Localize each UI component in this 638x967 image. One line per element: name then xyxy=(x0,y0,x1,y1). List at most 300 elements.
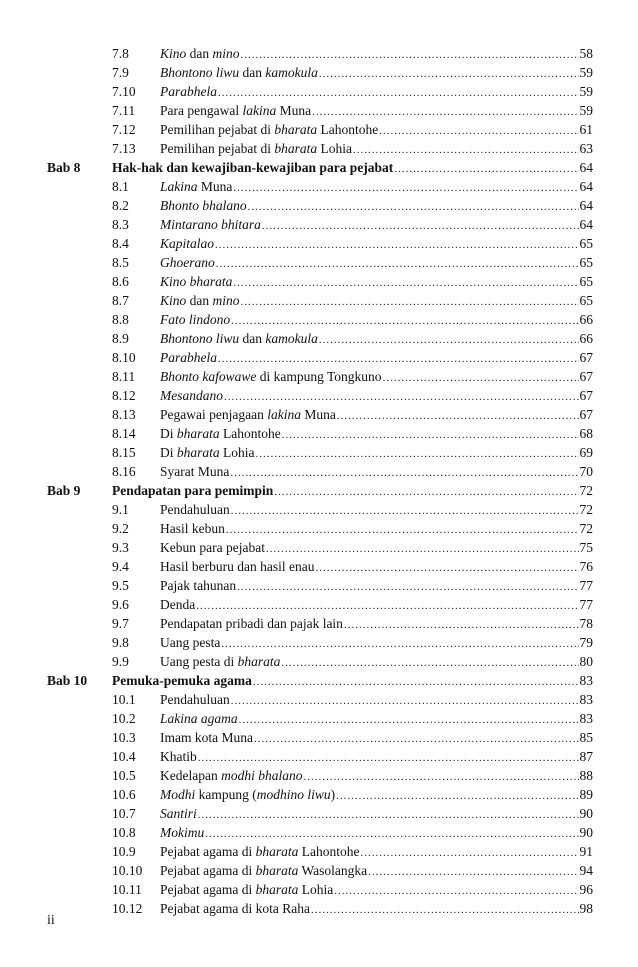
italic-term: bharata xyxy=(176,445,220,460)
page-number: 69 xyxy=(579,445,593,460)
section-title xyxy=(160,120,378,139)
page-number: 67 xyxy=(579,407,593,422)
page-number: 94 xyxy=(579,863,593,878)
toc-entry-row xyxy=(0,519,638,538)
page-number: 89 xyxy=(579,787,593,802)
section-title xyxy=(160,234,214,253)
page-number: 76 xyxy=(579,559,593,574)
section-number: 8.5 xyxy=(112,255,129,270)
toc-entry-row xyxy=(0,386,638,405)
page-number: 90 xyxy=(579,825,593,840)
italic-term: Bhontono liwu xyxy=(160,65,240,80)
italic-term: lakina xyxy=(267,407,301,422)
section-number: 7.10 xyxy=(112,84,136,99)
chapter-title xyxy=(112,671,252,690)
italic-term: Ghoerano xyxy=(160,255,215,270)
italic-term: bharata xyxy=(176,426,220,441)
page-number: 66 xyxy=(579,331,593,346)
section-title xyxy=(160,310,230,329)
section-title xyxy=(160,519,225,538)
title-text: Hak-hak dan kewajiban-kewajiban para pejabat xyxy=(112,160,394,175)
title-text: Muna xyxy=(300,407,336,422)
title-text: Khatib xyxy=(160,749,197,764)
title-text: Kedelapan xyxy=(160,768,222,783)
page-number: 96 xyxy=(579,882,593,897)
section-title xyxy=(160,405,336,424)
section-number: 9.1 xyxy=(112,502,129,517)
italic-term: bharata xyxy=(255,882,299,897)
italic-term: lakina xyxy=(242,103,277,118)
toc-entry-row xyxy=(0,367,638,386)
section-title xyxy=(160,766,302,785)
toc-entry-row xyxy=(0,690,638,709)
title-text: Pajak tahunan xyxy=(160,578,237,593)
entry-line xyxy=(160,709,593,730)
title-text: dan xyxy=(239,65,266,80)
title-text: Lohia xyxy=(298,882,334,897)
chapter-label: Bab 9 xyxy=(47,483,81,498)
page-number: 64 xyxy=(579,217,593,232)
italic-term: mino xyxy=(212,46,240,61)
section-title xyxy=(160,44,240,63)
page-number: 61 xyxy=(579,122,593,137)
page-number: 64 xyxy=(579,198,593,213)
section-title xyxy=(160,652,280,671)
section-title xyxy=(160,177,232,196)
section-number: 8.13 xyxy=(112,407,136,422)
toc-entry-row xyxy=(0,709,638,728)
section-number: 7.12 xyxy=(112,122,136,137)
page-number: 90 xyxy=(579,806,593,821)
entry-line xyxy=(160,101,593,122)
title-text: Denda xyxy=(160,597,196,612)
title-text: Pemilihan pejabat di xyxy=(160,141,275,156)
toc-entry-row xyxy=(0,576,638,595)
entry-line xyxy=(160,633,593,654)
entry-line xyxy=(160,386,593,407)
section-number: 10.7 xyxy=(112,806,136,821)
entry-line xyxy=(160,253,593,274)
page-number: 67 xyxy=(579,388,593,403)
section-title xyxy=(160,728,253,747)
italic-term: bharata xyxy=(255,844,299,859)
entry-line xyxy=(112,671,593,692)
title-text: Di xyxy=(160,445,177,460)
toc-entry-row xyxy=(0,253,638,272)
toc-entry-row xyxy=(0,842,638,861)
section-number: 9.7 xyxy=(112,616,129,631)
toc-entry-row xyxy=(0,405,638,424)
toc-entry-row xyxy=(0,880,638,899)
section-title xyxy=(160,215,261,234)
section-title xyxy=(160,139,352,158)
entry-line xyxy=(160,690,593,711)
section-number: 8.9 xyxy=(112,331,129,346)
section-number: 10.3 xyxy=(112,730,136,745)
entry-line xyxy=(160,766,593,787)
toc-entry-row xyxy=(0,82,638,101)
toc-entry-row xyxy=(0,652,638,671)
section-title xyxy=(160,899,310,918)
section-number: 8.1 xyxy=(112,179,129,194)
section-number: 10.2 xyxy=(112,711,136,726)
section-title xyxy=(160,348,217,367)
entry-line xyxy=(160,462,593,483)
title-text: Pemuka-pemuka agama xyxy=(112,673,252,688)
page-number: 66 xyxy=(579,312,593,327)
title-text: Lahontohe xyxy=(298,844,360,859)
entry-line xyxy=(160,196,593,217)
title-text: Pendahuluan xyxy=(160,692,230,707)
page-number: 77 xyxy=(579,597,593,612)
entry-line xyxy=(160,443,593,464)
entry-line xyxy=(160,272,593,293)
toc-entry-row xyxy=(0,823,638,842)
italic-term: Modhi xyxy=(160,787,196,802)
title-text: Pejabat agama di kota Raha xyxy=(160,901,310,916)
section-title xyxy=(160,367,382,386)
entry-line xyxy=(160,139,593,160)
page-number-footer: ii xyxy=(47,913,55,928)
toc-entry-row xyxy=(0,785,638,804)
title-text: Pendapatan para pemimpin xyxy=(112,483,274,498)
section-title xyxy=(160,63,318,82)
section-number: 10.1 xyxy=(112,692,136,707)
title-text: dan xyxy=(186,293,213,308)
italic-term: Kino xyxy=(160,46,187,61)
title-text: Para pengawal xyxy=(160,103,243,118)
italic-term: Bhonto kafowawe xyxy=(160,369,257,384)
entry-line xyxy=(160,405,593,426)
section-number: 8.12 xyxy=(112,388,136,403)
entry-line xyxy=(160,728,593,749)
page-number: 72 xyxy=(579,502,593,517)
title-text: Muna xyxy=(197,179,233,194)
toc-entry-row xyxy=(0,633,638,652)
title-text: Lohia xyxy=(317,141,352,156)
italic-term: Kino bharata xyxy=(160,274,233,289)
section-number: 10.8 xyxy=(112,825,136,840)
chapter-title xyxy=(112,481,273,500)
section-title xyxy=(160,842,359,861)
toc-entry-row xyxy=(0,424,638,443)
section-number: 8.6 xyxy=(112,274,129,289)
chapter-title xyxy=(112,158,393,177)
italic-term: Santiri xyxy=(160,806,197,821)
toc-entry-row xyxy=(0,310,638,329)
italic-term: Fato lindono xyxy=(160,312,231,327)
section-number: 7.9 xyxy=(112,65,129,80)
italic-term: bharata xyxy=(274,122,318,137)
title-text: Di xyxy=(160,426,177,441)
title-text: Pejabat agama di xyxy=(160,844,256,859)
section-number: 8.16 xyxy=(112,464,136,479)
page-number: 65 xyxy=(579,255,593,270)
entry-line xyxy=(160,652,593,673)
section-number: 7.13 xyxy=(112,141,136,156)
chapter-heading-row xyxy=(0,481,638,500)
toc-entry-row xyxy=(0,747,638,766)
page-number: 91 xyxy=(579,844,593,859)
section-title xyxy=(160,709,238,728)
section-title xyxy=(160,557,314,576)
italic-term: Parabhela xyxy=(160,84,217,99)
section-number: 8.3 xyxy=(112,217,129,232)
title-text: Uang pesta di xyxy=(160,654,238,669)
page-number: 58 xyxy=(579,46,593,61)
page-number: 65 xyxy=(579,274,593,289)
section-number: 8.15 xyxy=(112,445,136,460)
page-number: 80 xyxy=(579,654,593,669)
title-text: dan xyxy=(239,331,266,346)
entry-line xyxy=(160,899,593,920)
dot-leader xyxy=(311,901,579,920)
title-text: Lohia xyxy=(219,445,255,460)
section-title xyxy=(160,538,265,557)
entry-line xyxy=(160,82,593,103)
page-number: 72 xyxy=(579,483,593,498)
section-title xyxy=(160,500,230,519)
toc-entry-row xyxy=(0,177,638,196)
section-number: 8.7 xyxy=(112,293,129,308)
page-number: 98 xyxy=(579,901,593,916)
entry-line xyxy=(160,234,593,255)
section-title xyxy=(160,253,215,272)
entry-line xyxy=(160,310,593,331)
entry-line xyxy=(160,880,593,901)
page-number: 70 xyxy=(579,464,593,479)
section-title xyxy=(160,690,230,709)
toc-entry-row xyxy=(0,272,638,291)
section-title xyxy=(160,82,217,101)
page-number: 63 xyxy=(579,141,593,156)
entry-line xyxy=(160,861,593,882)
section-number: 9.4 xyxy=(112,559,129,574)
entry-line xyxy=(160,367,593,388)
section-title xyxy=(160,443,255,462)
entry-line xyxy=(160,500,593,521)
page-number: 59 xyxy=(579,65,593,80)
section-title xyxy=(160,386,223,405)
section-number: 9.9 xyxy=(112,654,129,669)
toc-entry-row xyxy=(0,614,638,633)
entry-line xyxy=(160,44,593,65)
title-text: Lahontohe xyxy=(317,122,379,137)
section-number: 8.10 xyxy=(112,350,136,365)
section-title xyxy=(160,614,343,633)
section-title xyxy=(160,747,197,766)
entry-line xyxy=(160,177,593,198)
section-number: 8.4 xyxy=(112,236,129,251)
toc-entry-row xyxy=(0,291,638,310)
italic-term: Parabhela xyxy=(160,350,217,365)
italic-term: bharata xyxy=(255,863,299,878)
page-number: 79 xyxy=(579,635,593,650)
italic-term: bharata xyxy=(274,141,318,156)
page-number: 59 xyxy=(579,103,593,118)
section-title xyxy=(160,291,240,310)
title-text: Syarat Muna xyxy=(160,464,230,479)
section-number: 8.11 xyxy=(112,369,136,384)
entry-line xyxy=(160,614,593,635)
title-text: dan xyxy=(186,46,213,61)
section-title xyxy=(160,101,311,120)
toc-entry-row xyxy=(0,101,638,120)
section-number: 9.3 xyxy=(112,540,129,555)
entry-line xyxy=(160,576,593,597)
page-number: 67 xyxy=(579,369,593,384)
section-number: 8.14 xyxy=(112,426,136,441)
italic-term: modhino liwu xyxy=(256,787,331,802)
section-title xyxy=(160,861,367,880)
page-number: 64 xyxy=(579,179,593,194)
section-number: 8.8 xyxy=(112,312,129,327)
section-number: 10.12 xyxy=(112,901,143,916)
title-text: Pemilihan pejabat di xyxy=(160,122,275,137)
chapter-heading-row xyxy=(0,158,638,177)
entry-line xyxy=(160,120,593,141)
toc-entry-row xyxy=(0,348,638,367)
entry-line xyxy=(160,63,593,84)
section-title xyxy=(160,272,232,291)
title-text: Pejabat agama di xyxy=(160,863,256,878)
title-text: Hasil berburu dan hasil enau xyxy=(160,559,315,574)
section-number: 10.10 xyxy=(112,863,143,878)
section-number: 9.8 xyxy=(112,635,129,650)
italic-term: Mokimu xyxy=(160,825,205,840)
italic-term: Kapitalao xyxy=(160,236,215,251)
toc-entry-row xyxy=(0,538,638,557)
toc-entry-row xyxy=(0,728,638,747)
section-number: 10.11 xyxy=(112,882,142,897)
title-text: ) xyxy=(330,787,336,802)
entry-line xyxy=(160,557,593,578)
entry-line xyxy=(160,329,593,350)
toc-entry-row xyxy=(0,462,638,481)
toc-entry-row xyxy=(0,234,638,253)
chapter-label: Bab 10 xyxy=(47,673,88,688)
entry-line xyxy=(160,291,593,312)
toc-entry-row xyxy=(0,139,638,158)
italic-term: Mesandano xyxy=(160,388,223,403)
entry-line xyxy=(160,215,593,236)
italic-term: Lakina xyxy=(160,179,198,194)
italic-term: bharata xyxy=(237,654,281,669)
italic-term: kamokula xyxy=(265,65,318,80)
section-number: 7.11 xyxy=(112,103,136,118)
section-title xyxy=(160,633,220,652)
section-number: 8.2 xyxy=(112,198,129,213)
toc-entry-row xyxy=(0,120,638,139)
italic-term: Bhontono liwu xyxy=(160,331,240,346)
italic-term: modhi bhalano xyxy=(221,768,303,783)
title-text: Pegawai penjagaan xyxy=(160,407,268,422)
toc-entry-row xyxy=(0,766,638,785)
entry-line xyxy=(160,538,593,559)
entry-line xyxy=(160,842,593,863)
toc-entry-row xyxy=(0,196,638,215)
italic-term: mino xyxy=(212,293,240,308)
title-text: Pejabat agama di xyxy=(160,882,256,897)
page-number: 75 xyxy=(579,540,593,555)
section-number: 7.8 xyxy=(112,46,129,61)
section-number: 9.5 xyxy=(112,578,129,593)
section-title xyxy=(160,804,197,823)
toc-entry-row xyxy=(0,443,638,462)
toc-entry-row xyxy=(0,215,638,234)
page-number: 67 xyxy=(579,350,593,365)
section-number: 10.9 xyxy=(112,844,136,859)
entry-line xyxy=(160,595,593,616)
toc-entry-row xyxy=(0,44,638,63)
section-title xyxy=(160,424,281,443)
chapter-label: Bab 8 xyxy=(47,160,81,175)
toc-entry-row xyxy=(0,500,638,519)
entry-line xyxy=(160,747,593,768)
title-text: Lahontohe xyxy=(219,426,281,441)
italic-term: Lakina agama xyxy=(160,711,238,726)
page-number: 83 xyxy=(579,673,593,688)
entry-line xyxy=(160,348,593,369)
title-text: Muna xyxy=(276,103,312,118)
italic-term: Kino xyxy=(160,293,187,308)
page-number: 64 xyxy=(579,160,593,175)
toc-entry-row xyxy=(0,329,638,348)
section-title xyxy=(160,823,204,842)
section-title xyxy=(160,595,195,614)
chapter-heading-row xyxy=(0,671,638,690)
title-text: kampung ( xyxy=(195,787,257,802)
page-number: 88 xyxy=(579,768,593,783)
page-number: 78 xyxy=(579,616,593,631)
toc-entry-row xyxy=(0,595,638,614)
toc-entry-row xyxy=(0,557,638,576)
section-title xyxy=(160,576,236,595)
page-number: 77 xyxy=(579,578,593,593)
entry-line xyxy=(160,424,593,445)
page-number: 87 xyxy=(579,749,593,764)
page-number: 65 xyxy=(579,236,593,251)
page-number: 68 xyxy=(579,426,593,441)
section-title xyxy=(160,196,247,215)
toc-entry-row xyxy=(0,63,638,82)
title-text: Pendapatan pribadi dan pajak lain xyxy=(160,616,343,631)
entry-line xyxy=(160,823,593,844)
section-title xyxy=(160,880,333,899)
entry-line xyxy=(112,481,593,502)
section-title xyxy=(160,462,229,481)
entry-line xyxy=(112,158,593,179)
title-text: Hasil kebun xyxy=(160,521,225,536)
title-text: Uang pesta xyxy=(160,635,221,650)
title-text: Wasolangka xyxy=(298,863,368,878)
page-number: 85 xyxy=(579,730,593,745)
section-number: 10.5 xyxy=(112,768,136,783)
title-text: Kebun para pejabat xyxy=(160,540,265,555)
entry-line xyxy=(160,519,593,540)
section-number: 9.6 xyxy=(112,597,129,612)
section-number: 9.2 xyxy=(112,521,129,536)
title-text: di kampung Tongkuno xyxy=(256,369,382,384)
page-number: 83 xyxy=(579,711,593,726)
page-number: 65 xyxy=(579,293,593,308)
italic-term: Bhonto bhalano xyxy=(160,198,247,213)
entry-line xyxy=(160,804,593,825)
page-number: 72 xyxy=(579,521,593,536)
entry-line xyxy=(160,785,593,806)
title-text: Pendahuluan xyxy=(160,502,230,517)
toc-entry-row xyxy=(0,861,638,880)
